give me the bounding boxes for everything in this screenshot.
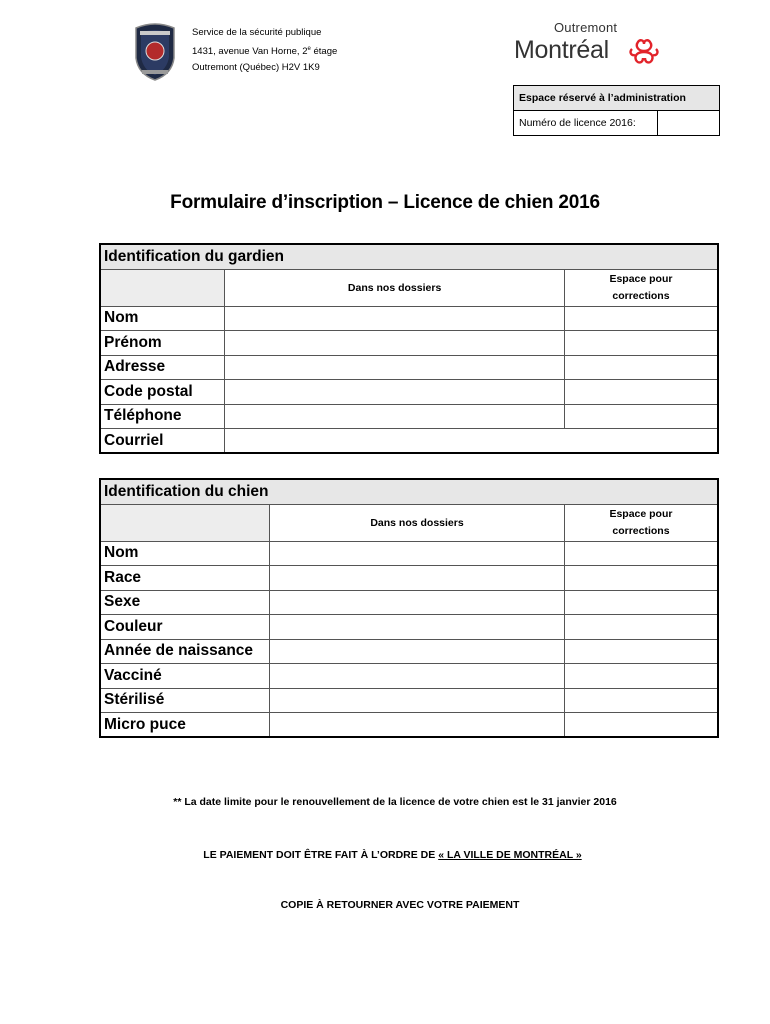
guardian-records-telephone[interactable] [225,404,565,429]
guardian-label-prenom: Prénom [100,331,225,356]
dog-col-records: Dans nos dossiers [270,504,565,541]
dog-correction-sterilise[interactable] [564,688,718,713]
dog-records-annee-naissance[interactable] [270,639,565,664]
table-row [100,380,718,405]
admin-reserved-box [513,85,720,136]
copy-return-note: COPIE À RETOURNER AVEC VOTRE PAIEMENT [280,899,520,911]
dog-correction-sexe[interactable] [564,590,718,615]
dog-col-corrections-line1: Espace pour [609,507,673,520]
licence-number-field[interactable] [658,111,720,136]
montreal-logo [514,20,664,70]
payment-payee: « LA VILLE DE MONTRÉAL » [438,849,582,861]
dog-label-micro-puce: Micro puce [100,713,270,738]
guardian-correction-code-postal[interactable] [564,380,718,405]
guardian-label-nom: Nom [100,306,225,331]
dog-label-nom: Nom [100,541,270,566]
dog-section-heading: Identification du chien [100,479,718,504]
table-row [100,404,718,429]
guardian-col-corrections [564,269,718,306]
table-row [100,566,718,591]
dog-records-race[interactable] [270,566,565,591]
dog-col-corrections [564,504,718,541]
licence-number-label: Numéro de licence 2016: [514,111,658,136]
address-line-city: Outremont (Québec) H2V 1K9 [192,62,320,74]
address-line-street [192,41,337,60]
dog-records-nom[interactable] [270,541,565,566]
guardian-label-courriel: Courriel [100,429,225,454]
guardian-label-telephone: Téléphone [100,404,225,429]
table-row [100,590,718,615]
page-title: Formulaire d’inscription – Licence de chien 2016 [170,192,600,213]
dog-label-sexe: Sexe [100,590,270,615]
guardian-col-corrections-line2: corrections [612,289,670,302]
guardian-records-prenom[interactable] [225,331,565,356]
table-row [100,429,718,454]
table-row [100,713,718,738]
guardian-header-blank [100,269,225,306]
table-row [100,688,718,713]
table-row [100,664,718,689]
guardian-records-nom[interactable] [225,306,565,331]
deadline-note: ** La date limite pour le renouvellement de la licence de votre chien est le 31 janvier 2016 [173,796,617,808]
agency-address [192,25,337,76]
table-row [100,639,718,664]
guardian-col-corrections-line1: Espace pour [609,272,673,285]
admin-heading: Espace réservé à l’administration [514,86,720,111]
table-row [100,355,718,380]
guardian-label-adresse: Adresse [100,355,225,380]
guardian-col-records: Dans nos dossiers [225,269,565,306]
guardian-records-code-postal[interactable] [225,380,565,405]
dog-label-race: Race [100,566,270,591]
guardian-form [99,243,719,454]
address-line-service: Service de la sécurité publique [192,27,322,38]
table-row [100,331,718,356]
dog-correction-race[interactable] [564,566,718,591]
floor-text: étage [310,46,338,58]
dog-records-micro-puce[interactable] [270,713,565,738]
street-text: 1431, avenue Van Horne, 2 [192,46,308,58]
payment-prefix: LE PAIEMENT DOIT ÊTRE FAIT À L’ORDRE DE [203,849,439,861]
guardian-records-adresse[interactable] [225,355,565,380]
guardian-records-courriel[interactable] [225,429,718,454]
payment-instruction [0,849,770,861]
dog-form [99,478,719,738]
dog-label-couleur: Couleur [100,615,270,640]
floor-superscript: e [307,46,311,52]
table-row [100,306,718,331]
dog-records-vaccine[interactable] [270,664,565,689]
dog-label-sterilise: Stérilisé [100,688,270,713]
dog-records-couleur[interactable] [270,615,565,640]
guardian-section-heading: Identification du gardien [100,244,718,269]
dog-label-annee-naissance: Année de naissance [100,639,270,664]
guardian-correction-adresse[interactable] [564,355,718,380]
dog-col-corrections-line2: corrections [612,524,670,537]
dog-correction-vaccine[interactable] [564,664,718,689]
dog-correction-micro-puce[interactable] [564,713,718,738]
guardian-correction-prenom[interactable] [564,331,718,356]
dog-records-sexe[interactable] [270,590,565,615]
guardian-correction-nom[interactable] [564,306,718,331]
dog-correction-couleur[interactable] [564,615,718,640]
logo-city: Montréal [514,36,609,64]
dog-correction-annee-naissance[interactable] [564,639,718,664]
montreal-rosette-icon [628,37,660,67]
table-row [100,541,718,566]
dog-records-sterilise[interactable] [270,688,565,713]
dog-label-vaccine: Vacciné [100,664,270,689]
guardian-label-code-postal: Code postal [100,380,225,405]
dog-header-blank [100,504,270,541]
dog-correction-nom[interactable] [564,541,718,566]
police-badge-icon [132,22,178,82]
guardian-correction-telephone[interactable] [564,404,718,429]
logo-borough: Outremont [554,20,618,35]
table-row [100,615,718,640]
